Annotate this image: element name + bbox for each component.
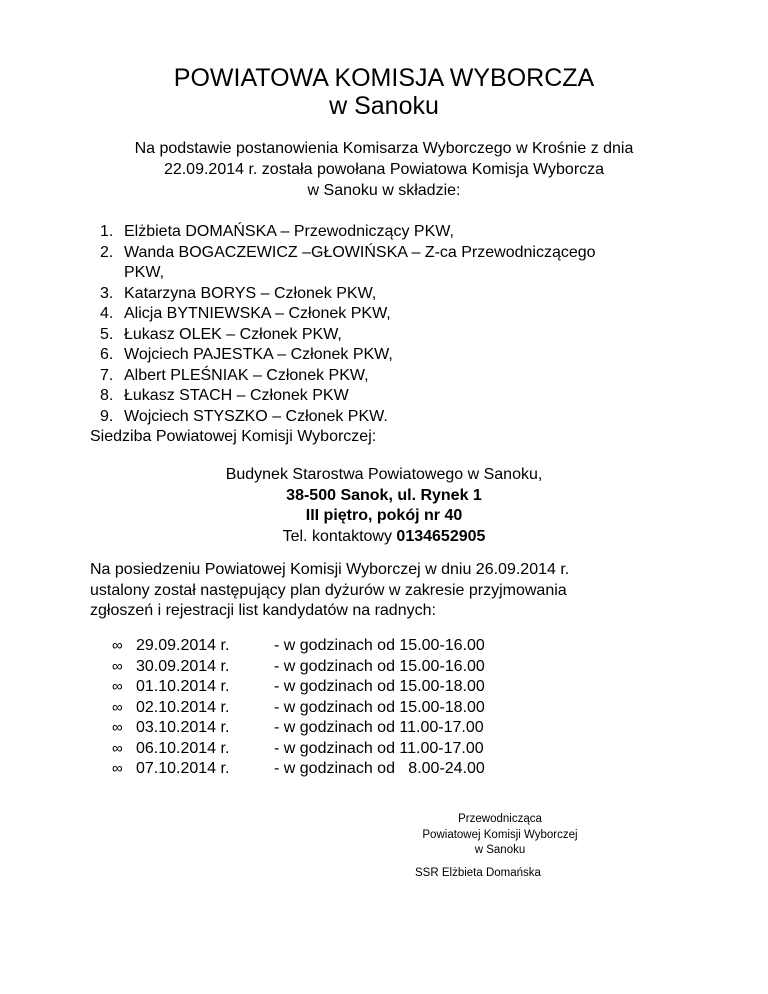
member-text: Elżbieta DOMAŃSKA – Przewodniczący PKW, — [124, 223, 454, 240]
signature-role: Przewodnicząca — [458, 813, 542, 825]
member-item — [90, 243, 730, 264]
schedule-date: 03.10.2014 r. — [136, 719, 230, 736]
member-number: 3. — [100, 284, 114, 302]
schedule-date: 29.09.2014 r. — [136, 637, 230, 654]
member-item — [90, 263, 730, 284]
document-subtitle: w Sanoku — [329, 92, 439, 120]
member-text: Alicja BYTNIEWSKA – Członek PKW, — [124, 305, 391, 322]
signature-location: w Sanoku — [474, 844, 526, 856]
schedule-date: 02.10.2014 r. — [136, 698, 230, 716]
infinity-bullet-icon: ∞ — [112, 637, 123, 654]
member-text: Wanda BOGACZEWICZ –GŁOWIŃSKA – Z-ca Przewodniczącego — [124, 243, 596, 261]
member-number: 8. — [100, 387, 114, 404]
infinity-bullet-icon: ∞ — [112, 657, 123, 675]
infinity-bullet-icon: ∞ — [112, 698, 123, 716]
member-item — [90, 345, 730, 366]
plan-line: Na posiedzeniu Powiatowej Komisji Wyborczej w dniu 26.09.2014 r. — [90, 561, 570, 578]
intro-line: Na podstawie postanowienia Komisarza Wyborczego w Krośnie z dnia — [134, 140, 634, 157]
member-number: 4. — [100, 305, 114, 322]
member-text: Łukasz STACH – Członek PKW — [124, 387, 349, 404]
seat-label: Siedziba Powiatowej Komisji Wyborczej: — [90, 428, 377, 445]
intro-line: w Sanoku w składzie: — [307, 182, 461, 199]
address-floor: III piętro, pokój nr 40 — [305, 507, 463, 524]
member-number: 1. — [100, 223, 114, 240]
schedule-hours: - w godzinach od 15.00-18.00 — [274, 698, 485, 716]
infinity-bullet-icon: ∞ — [112, 760, 123, 777]
phone-number: 0134652905 — [396, 527, 486, 545]
member-number: 6. — [100, 346, 114, 363]
member-number: 9. — [100, 407, 114, 425]
schedule-date: 01.10.2014 r. — [136, 678, 230, 695]
phone-label: Tel. kontaktowy — [282, 527, 397, 545]
intro-paragraph — [60, 138, 708, 201]
member-text: Łukasz OLEK – Członek PKW, — [124, 325, 342, 343]
member-item — [90, 386, 730, 407]
schedule-date: 06.10.2014 r. — [136, 739, 230, 757]
schedule-hours: - w godzinach od 15.00-18.00 — [274, 678, 485, 695]
member-item — [90, 284, 730, 305]
schedule-hours: - w godzinach od 15.00-16.00 — [274, 637, 485, 654]
schedule-date: 30.09.2014 r. — [136, 657, 230, 675]
schedule-hours: - w godzinach od 15.00-16.00 — [274, 657, 485, 675]
member-item — [90, 325, 730, 346]
infinity-bullet-icon: ∞ — [112, 719, 123, 736]
member-number: 5. — [100, 325, 114, 343]
members-list — [90, 222, 730, 427]
member-number: 2. — [100, 243, 114, 261]
member-item — [90, 366, 730, 387]
address-phone — [0, 527, 768, 548]
schedule-hours: - w godzinach od 8.00-24.00 — [274, 760, 485, 777]
member-text: Katarzyna BORYS – Członek PKW, — [124, 284, 377, 302]
signature-body: Powiatowej Komisji Wyborczej — [422, 828, 578, 841]
member-text: PKW, — [124, 264, 165, 281]
member-text: Wojciech STYSZKO – Członek PKW. — [124, 407, 388, 425]
plan-line: ustalony został następujący plan dyżurów w zakresie przyjmowania — [90, 581, 567, 599]
member-text: Wojciech PAJESTKA – Członek PKW, — [124, 346, 393, 363]
intro-line: 22.09.2014 r. została powołana Powiatowa Komisja Wyborcza — [163, 161, 605, 178]
address-street: 38-500 Sanok, ul. Rynek 1 — [286, 486, 482, 504]
member-number: 7. — [100, 366, 114, 384]
plan-line: zgłoszeń i rejestracji list kandydatów na radnych: — [90, 602, 436, 619]
member-item — [90, 304, 730, 325]
infinity-bullet-icon: ∞ — [112, 739, 123, 757]
address-block — [0, 465, 768, 547]
schedule-date: 07.10.2014 r. — [136, 760, 230, 777]
infinity-bullet-icon: ∞ — [112, 678, 123, 695]
member-item — [90, 222, 730, 243]
schedule-hours: - w godzinach od 11.00-17.00 — [274, 739, 484, 757]
document-title: POWIATOWA KOMISJA WYBORCZA — [173, 64, 595, 92]
member-text: Albert PLEŚNIAK – Członek PKW, — [124, 366, 369, 384]
schedule-hours: - w godzinach od 11.00-17.00 — [274, 719, 484, 736]
signature-block — [395, 812, 605, 859]
address-building: Budynek Starostwa Powiatowego w Sanoku, — [225, 466, 543, 483]
signature-name: SSR Elżbieta Domańska — [415, 867, 541, 879]
plan-paragraph — [90, 560, 710, 622]
member-item — [90, 407, 730, 428]
